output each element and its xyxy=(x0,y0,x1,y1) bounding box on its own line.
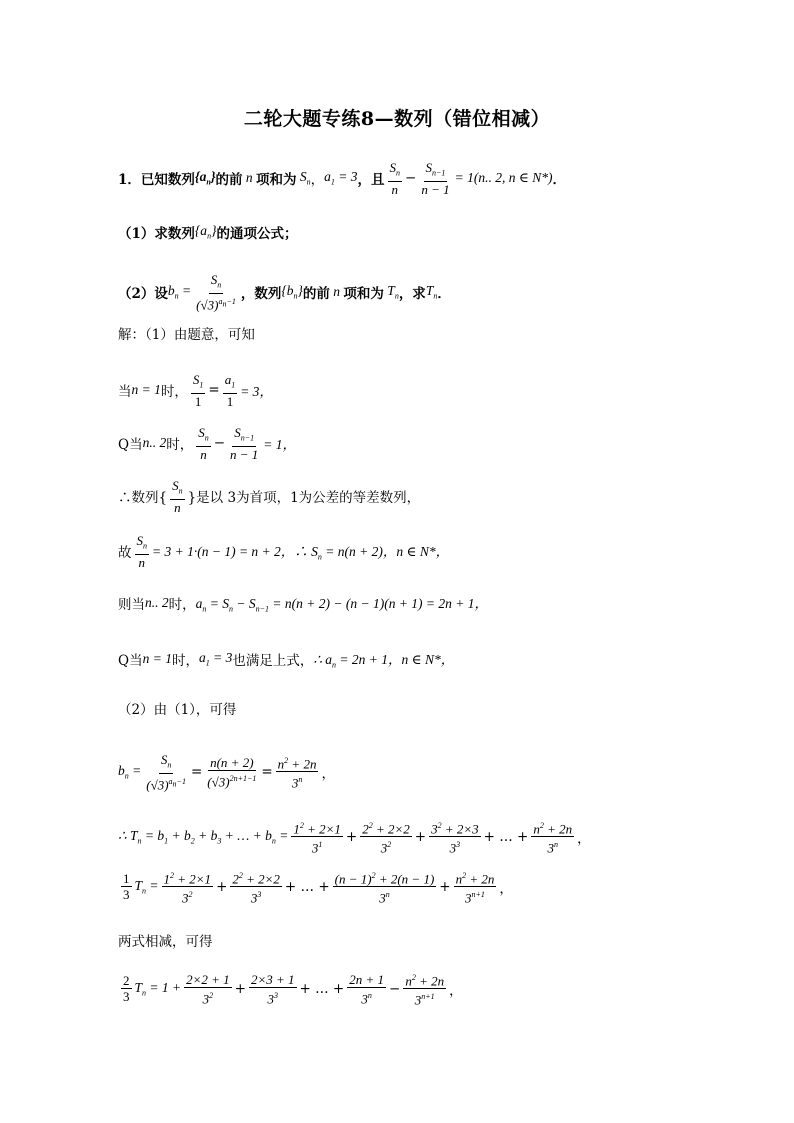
solution-line-2: 当 n = 1 时， $\frac{S_1}{1}$ = $\frac{a_1}{1}$ = 3， xyxy=(118,372,273,409)
solution-line-6: 则当 n.. 2 时， $a_n = S_n - S_{n-1} = n(n + 2) - (n - 1)(n + 1) = 2n + 1$， xyxy=(118,594,489,614)
solution-line-11: $\frac{1}{3}$ $T_n$ = $\frac{1^2 + 2\times 1}{3^2}$ + $\frac{2^2 + 2\times 2}{3^3}$ + … + $\frac{(n - 1)^2 + 2(n - 1)}{3^n}$ + $\frac{n^2 + 2n}{3^{n+1}}$ ， xyxy=(118,868,513,906)
solution-line-4: ∴数列{ $\frac{S_n}{n}$ }是以 3为首项，1为公差的等差数列， xyxy=(118,478,421,515)
page-title: 二轮大题专练8—数列（错位相减） xyxy=(243,108,551,130)
solution-line-3: Q当 n.. 2 时， $\frac{S_n}{n}$ − $\frac{S_{n-1}}{n - 1}$ = 1， xyxy=(118,425,297,462)
solution-line-1: 解：（1）由题意，可知 xyxy=(118,327,255,343)
solution-line-5: 故 $\frac{S_n}{n}$ = 3 + 1·(n − 1) = n + 2，∴ $S_n = n(n + 2)$，n ∈ N*， xyxy=(118,533,450,570)
solution-line-8: （2）由（1），可得 xyxy=(118,702,237,718)
question-2: （2）设 $b_n$ = $\frac{S_n}{(√3)^{a_n-1}}$ ，数列 $\{b_n\}$ 的前 n 项和为 $T_n$ ，求 $T_n$ ． xyxy=(118,272,451,312)
solution-line-9: $b_n$ = $\frac{S_n}{(√3)^{a_n-1}}$ = $\frac{n(n + 2)}{(√3)^{2n+1-1}}$ = $\frac{n^2 + 2n}{3^n}$ ， xyxy=(118,752,335,792)
solution-line-12: 两式相减，可得 xyxy=(118,934,213,950)
question-1: （1）求数列 $\{a_n\}$ 的通项公式； xyxy=(118,223,298,242)
solution-line-13: $\frac{2}{3}$ $T_n = 1$ + $\frac{2\times 2 + 1}{3^2}$ + $\frac{2\times 3 + 1}{3^3}$ + … + $\frac{2n + 1}{3^n}$ − $\frac{n^2 + 2n}{3^{n+1}}$ ， xyxy=(123,971,463,1008)
solution-line-7: Q当 n = 1 时， $a_1 = 3$ 也满足上式， ∴ $a_n = 2n + 1$，n ∈ N*， xyxy=(118,650,455,670)
problem-statement: 1．已知数列 $\{a_n\}$ 的前 n 项和为 $S_n$ ， $a_1 = 3$ ，且 $\frac{S_n}{n}$ − $\frac{S_{n-1}}{n - 1}$ = 1(n.. 2, n ∈ N*) ． xyxy=(118,160,566,197)
solution-line-10: ∴ $T_n = b_1 + b_2 + b_3$ + … + $b_n$ = $\frac{1^2 + 2\times 1}{3^1}$ + $\frac{2^2 + 2\times 2}{3^2}$ + $\frac{3^2 + 2\times 3}{3^3}$ + … + $\frac{n^2 + 2n}{3^n}$ ， xyxy=(118,818,591,856)
